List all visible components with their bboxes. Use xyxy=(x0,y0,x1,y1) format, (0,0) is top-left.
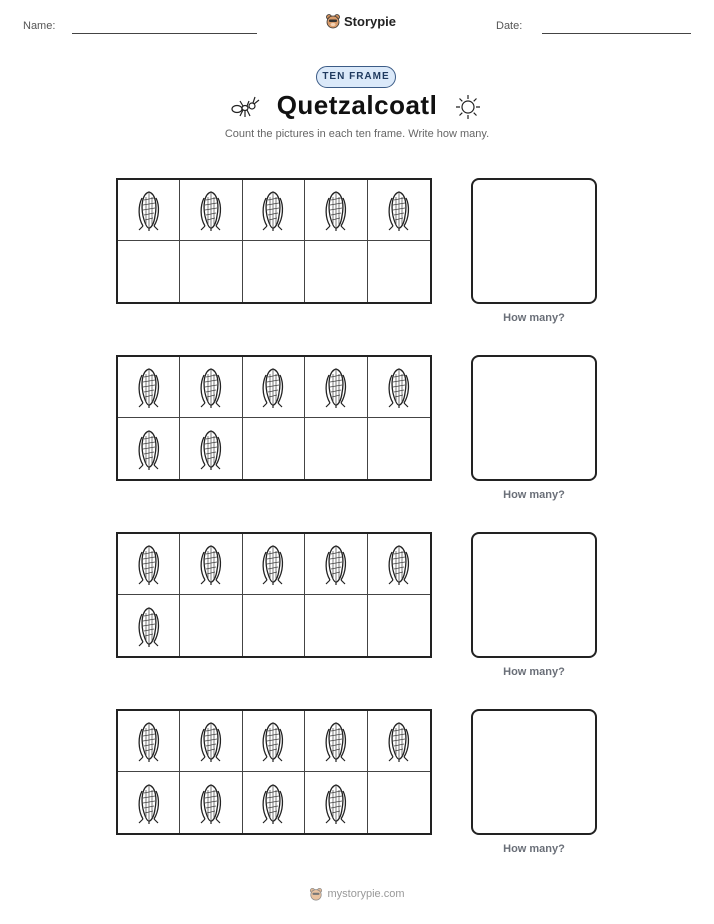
ten-frame-cell xyxy=(180,241,242,302)
how-many-label: How many? xyxy=(503,489,565,501)
storypie-bear-icon xyxy=(325,13,341,29)
ten-frame-cell xyxy=(305,180,367,241)
corn-icon xyxy=(321,188,351,232)
ten-frame-cell xyxy=(305,418,367,479)
answer-box[interactable] xyxy=(471,709,597,835)
storypie-bear-icon xyxy=(309,887,323,901)
corn-icon xyxy=(196,188,226,232)
corn-icon xyxy=(321,719,351,763)
corn-icon xyxy=(384,542,414,586)
ten-frame-cell xyxy=(368,180,430,241)
ten-frame-cell xyxy=(243,772,305,833)
ten-frame-cell xyxy=(368,357,430,418)
ten-frame-cell xyxy=(368,711,430,772)
ten-frame-cell xyxy=(118,711,180,772)
how-many-label: How many? xyxy=(503,843,565,855)
ten-frame xyxy=(116,709,432,835)
footer xyxy=(0,887,714,901)
corn-icon xyxy=(134,427,164,471)
ten-frame-cell xyxy=(243,534,305,595)
corn-icon xyxy=(258,542,288,586)
corn-icon xyxy=(196,365,226,409)
ten-frame-cell xyxy=(305,711,367,772)
corn-icon xyxy=(134,188,164,232)
how-many-label: How many? xyxy=(503,666,565,678)
corn-icon xyxy=(321,542,351,586)
corn-icon xyxy=(321,365,351,409)
corn-icon xyxy=(134,542,164,586)
ten-frame-cell xyxy=(305,241,367,302)
corn-icon xyxy=(134,781,164,825)
ten-frame-cell xyxy=(368,595,430,656)
ten-frame-cell xyxy=(243,595,305,656)
ten-frame-cell xyxy=(118,534,180,595)
ten-frame xyxy=(116,532,432,658)
ten-frame-cell xyxy=(180,180,242,241)
ten-frame-cell xyxy=(118,357,180,418)
ten-frame-cell xyxy=(368,534,430,595)
ten-frame xyxy=(116,355,432,481)
corn-icon xyxy=(134,719,164,763)
footer-url: mystorypie.com xyxy=(327,888,405,900)
ten-frame-cell xyxy=(243,180,305,241)
corn-icon xyxy=(196,427,226,471)
ten-frame-cell xyxy=(180,534,242,595)
answer-box[interactable] xyxy=(471,355,597,481)
corn-icon xyxy=(258,719,288,763)
how-many-label: How many? xyxy=(503,312,565,324)
ten-frame-cell xyxy=(368,241,430,302)
sun-icon xyxy=(455,94,481,120)
brand-name: Storypie xyxy=(344,13,397,29)
ten-frame-cell xyxy=(118,241,180,302)
ten-frame-cell xyxy=(118,772,180,833)
ten-frame-cell xyxy=(180,357,242,418)
corn-icon xyxy=(196,542,226,586)
ten-frame-cell xyxy=(180,595,242,656)
name-line[interactable] xyxy=(72,33,257,34)
corn-icon xyxy=(384,719,414,763)
ten-frame-cell xyxy=(305,534,367,595)
ten-frame-cell xyxy=(118,180,180,241)
ten-frame-cell xyxy=(305,357,367,418)
corn-icon xyxy=(196,719,226,763)
ten-frame-cell xyxy=(305,772,367,833)
ten-frame-cell xyxy=(243,418,305,479)
ten-frame-cell xyxy=(243,241,305,302)
ten-frame-cell xyxy=(118,418,180,479)
brand-logo xyxy=(325,13,396,29)
ten-frame-cell xyxy=(180,711,242,772)
ten-frame xyxy=(116,178,432,304)
corn-icon xyxy=(384,365,414,409)
page-title: Quetzalcoatl xyxy=(276,90,438,120)
corn-icon xyxy=(258,365,288,409)
ten-frame-cell xyxy=(118,595,180,656)
corn-icon xyxy=(134,604,164,648)
corn-icon xyxy=(196,781,226,825)
corn-icon xyxy=(384,188,414,232)
date-line[interactable] xyxy=(542,33,691,34)
instructions: Count the pictures in each ten frame. Write how many. xyxy=(224,128,490,140)
corn-icon xyxy=(258,188,288,232)
corn-icon xyxy=(134,365,164,409)
corn-icon xyxy=(258,781,288,825)
ten-frame-cell xyxy=(180,418,242,479)
name-label: Name: xyxy=(23,20,56,32)
ten-frame-cell xyxy=(243,357,305,418)
worksheet-type-badge: TEN FRAME xyxy=(316,66,396,88)
corn-icon xyxy=(321,781,351,825)
ten-frame-cell xyxy=(180,772,242,833)
ten-frame-cell xyxy=(368,772,430,833)
answer-box[interactable] xyxy=(471,178,597,304)
answer-box[interactable] xyxy=(471,532,597,658)
ten-frame-cell xyxy=(305,595,367,656)
date-label: Date: xyxy=(496,20,523,32)
ten-frame-cell xyxy=(243,711,305,772)
ten-frame-cell xyxy=(368,418,430,479)
